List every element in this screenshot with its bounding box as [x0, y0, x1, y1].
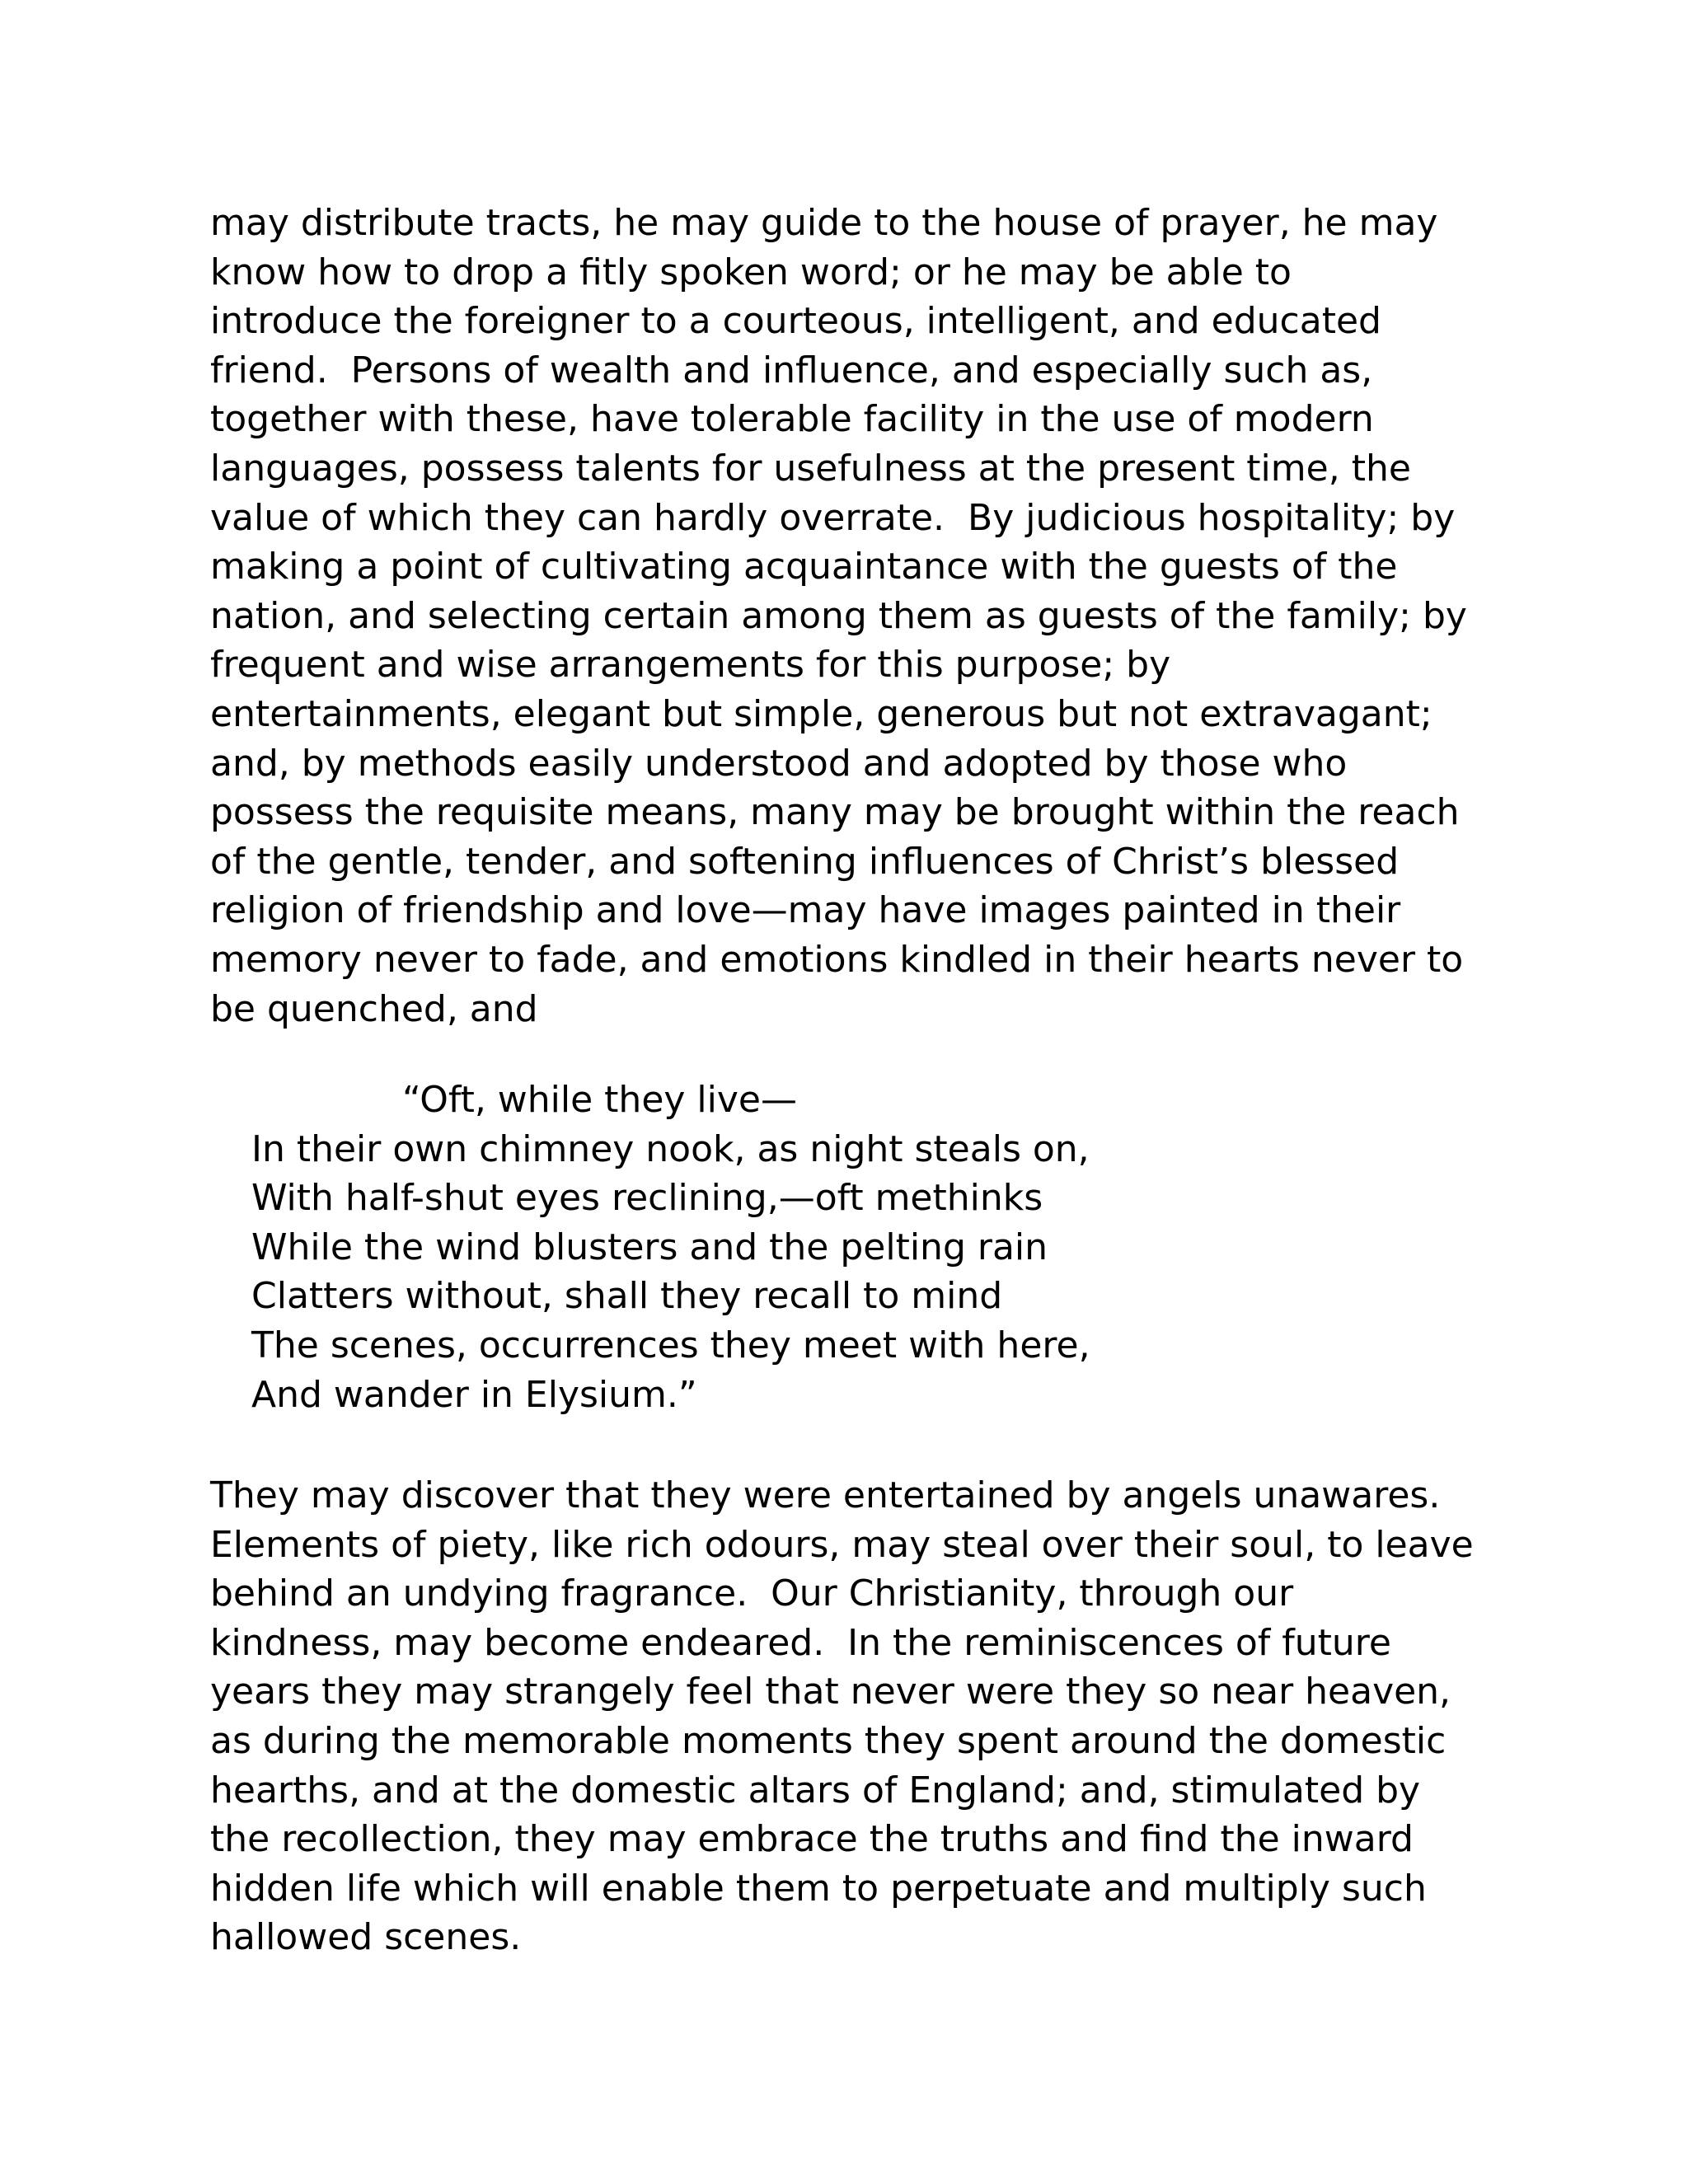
- text-line: know how to drop a fitly spoken word; or he may be able to: [210, 251, 1292, 293]
- text-line: frequent and wise arrangements for this purpose; by: [210, 644, 1171, 687]
- text-line: and, by methods easily understood and adopted by those who: [210, 742, 1348, 785]
- text-line: together with these, have tolerable facility in the use of modern: [210, 398, 1374, 441]
- verse-line: While the wind blusters and the pelting rain: [251, 1226, 1048, 1268]
- text-line: hidden life which will enable them to perpetuate and multiply such: [210, 1867, 1427, 1910]
- text-line: friend. Persons of wealth and influence, and especially such as,: [210, 349, 1373, 391]
- text-line: as during the memorable moments they spent around the domestic: [210, 1719, 1447, 1762]
- text-line: may distribute tracts, he may guide to the house of prayer, he may: [210, 202, 1438, 244]
- verse-line: And wander in Elysium.”: [251, 1373, 697, 1416]
- verse-line: In their own chimney nook, as night steals on,: [251, 1127, 1090, 1170]
- text-line: nation, and selecting certain among them as guests of the family; by: [210, 594, 1467, 637]
- text-line: They may discover that they were entertained by angels unawares.: [210, 1474, 1441, 1516]
- verse-line: The scenes, occurrences they meet with here,: [251, 1324, 1090, 1366]
- text-line: value of which they can hardly overrate. By judicious hospitality; by: [210, 496, 1456, 539]
- text-line: languages, possess talents for usefulness at the present time, the: [210, 447, 1411, 490]
- text-line: Elements of piety, like rich odours, may steal over their soul, to leave: [210, 1523, 1474, 1566]
- text-line: of the gentle, tender, and softening influences of Christ’s blessed: [210, 840, 1400, 883]
- text-line: memory never to fade, and emotions kindled in their hearts never to: [210, 938, 1464, 981]
- paragraph-2: [210, 1471, 1496, 1962]
- verse-line: “Oft, while they live—: [402, 1079, 797, 1121]
- text-line: the recollection, they may embrace the truths and find the inward: [210, 1818, 1414, 1861]
- paragraph-1: [210, 199, 1496, 1033]
- text-line: introduce the foreigner to a courteous, intelligent, and educated: [210, 300, 1381, 343]
- text-line: hearths, and at the domestic altars of England; and, stimulated by: [210, 1769, 1421, 1811]
- text-line: hallowed scenes.: [210, 1916, 522, 1959]
- text-line: possess the requisite means, many may be brought within the reach: [210, 791, 1460, 834]
- text-line: religion of friendship and love—may have images painted in their: [210, 889, 1401, 932]
- verse-quotation: [251, 1076, 1090, 1419]
- text-line: behind an undying fragrance. Our Christianity, through our: [210, 1572, 1294, 1615]
- text-line: making a point of cultivating acquaintance with the guests of the: [210, 546, 1398, 588]
- verse-line: Clatters without, shall they recall to mind: [251, 1275, 1003, 1318]
- text-line: kindness, may become endeared. In the reminiscences of future: [210, 1621, 1391, 1664]
- verse-line: With half-shut eyes reclining,—oft methinks: [251, 1177, 1043, 1220]
- text-line: years they may strangely feel that never were they so near heaven,: [210, 1671, 1451, 1713]
- text-line: entertainments, elegant but simple, generous but not extravagant;: [210, 692, 1432, 735]
- text-line: be quenched, and: [210, 987, 538, 1030]
